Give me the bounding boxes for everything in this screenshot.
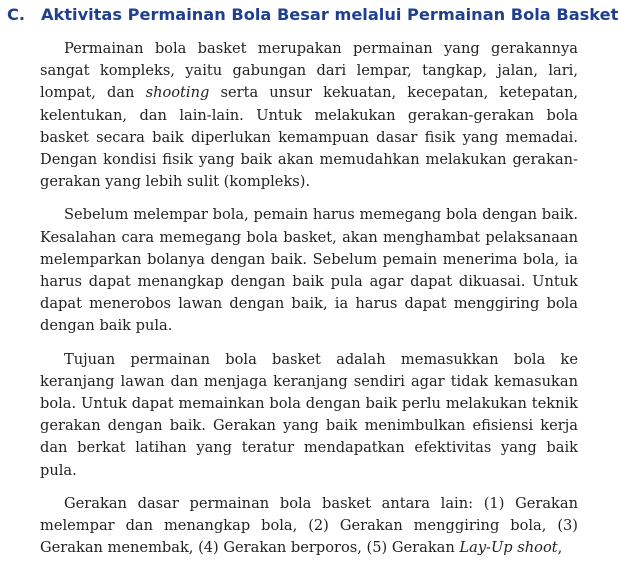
- section-body: [40, 38, 578, 570]
- paragraph-1-text-b: serta unsur kekuatan, kecepatan, ketepatan, kelentukan, dan lain-lain. Untuk melakukan gerakan-gerakan bola basket secara baik diperlukan kemampuan dasar fisik yang memadai. Dengan kondisi fisik yang baik akan memudahkan melakukan gerakan-gerakan yang lebih sulit (kompleks).: [40, 84, 578, 191]
- paragraph-3: Tujuan permainan bola basket adalah memasukkan bola ke keranjang lawan dan menjaga keranjang sendiri agar tidak kemasukan bola. Untuk dapat memainkan bola dengan baik perlu melakukan teknik gerakan dengan baik. Gerakan yang baik menimbulkan efisiensi kerja dan berkat latihan yang teratur mendapatkan efektivitas yang baik pula.: [40, 350, 578, 479]
- paragraph-4-text-a: Gerakan dasar permainan bola basket antara lain: (1) Gerakan melempar dan menangkap bola, (2) Gerakan menggiring bola, (3) Gerakan menembak, (4) Gerakan berporos, (5) Gerakan: [40, 494, 578, 557]
- paragraph-4-italic-term: Lay-Up shoot: [459, 539, 558, 557]
- section-heading: [7, 5, 618, 24]
- paragraph-4-text-b: ,: [557, 539, 563, 557]
- paragraph-2: Sebelum melempar bola, pemain harus memegang bola dengan baik. Kesalahan cara memegang bola basket, akan menghambat pelaksanaan melemparkan bolanya dengan baik. Sebelum pemain menerima bola, ia harus dapat menangkap dengan baik pula agar dapat dikuasai. Untuk dapat menerobos lawan dengan baik, ia harus dapat menggiring bola dengan baik pula.: [40, 206, 578, 335]
- paragraph-1-italic-term: shooting: [145, 84, 210, 102]
- section-title: Aktivitas Permainan Bola Besar melalui Permainan Bola Basket: [41, 5, 618, 24]
- paragraph-1-text-a: Permainan bola basket merupakan permainan yang gerakannya sangat kompleks, yaitu gabungan dari lempar, tangkap, jalan, lari, lompat, dan: [40, 40, 578, 102]
- paragraph-1: [40, 38, 578, 193]
- paragraph-4: [40, 493, 578, 560]
- section-letter: C.: [7, 5, 26, 24]
